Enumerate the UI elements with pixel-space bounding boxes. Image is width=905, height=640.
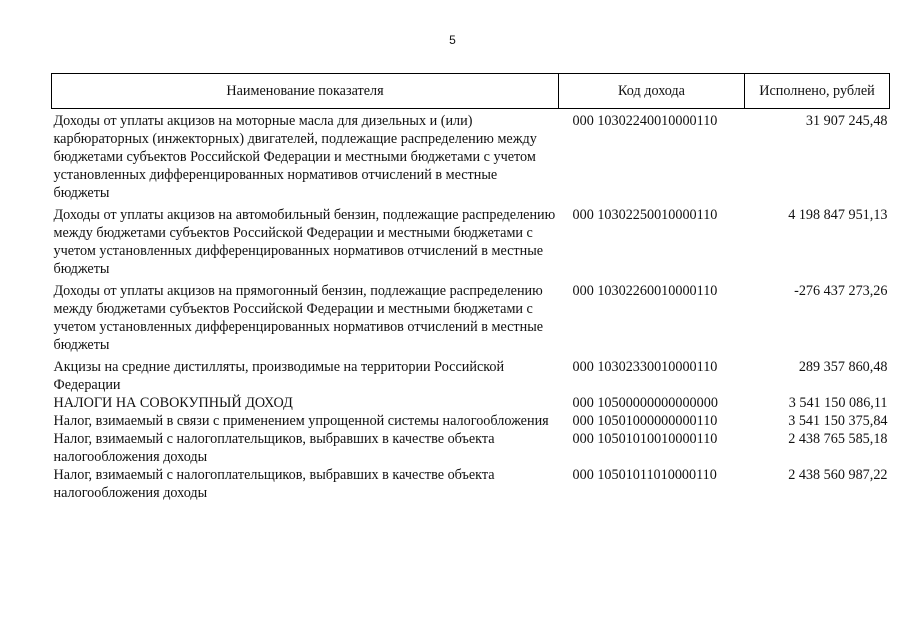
row-name: Налог, взимаемый с налогоплательщиков, выбравших в качестве объекта налогообложения доходы: [53, 431, 495, 465]
row-amount: 4 198 847 951,13: [788, 207, 888, 223]
row-amount: 2 438 560 987,22: [788, 467, 888, 483]
row-code: 000 10500000000000000: [572, 395, 718, 411]
row-amount: -276 437 273,26: [794, 283, 888, 299]
row-name: Акцизы на средние дистилляты, производимые на территории Российской Федерации: [53, 359, 505, 393]
row-name: Налог, взимаемый с налогоплательщиков, выбравших в качестве объекта налогообложения доходы: [53, 467, 495, 501]
table-row: [52, 282, 890, 358]
table-header-row: [52, 74, 890, 109]
row-name: Доходы от уплаты акцизов на прямогонный бензин, подлежащие распределению между бюджетами субъектов Российской Федерации и местными бюджетами с учетом установленных дифференцированных нормативов отчислений в местные бюджеты: [53, 283, 544, 353]
column-header-amount: Исполнено, рублей: [745, 74, 890, 109]
table-row: [52, 430, 890, 466]
revenue-table: [51, 73, 890, 502]
table-row: [52, 466, 890, 502]
table-row: [52, 412, 890, 430]
page-number: 5: [449, 33, 456, 47]
row-name: НАЛОГИ НА СОВОКУПНЫЙ ДОХОД: [53, 395, 293, 411]
row-amount: 2 438 765 585,18: [788, 431, 888, 447]
row-name: Налог, взимаемый в связи с применением упрощенной системы налогообложения: [53, 413, 549, 429]
table-row: [52, 206, 890, 282]
row-code: 000 10501010010000110: [572, 431, 718, 447]
column-header-code: Код дохода: [559, 74, 745, 109]
row-code: 000 10302240010000110: [572, 113, 718, 129]
table-row: [52, 358, 890, 394]
row-code: 000 10501011010000110: [572, 467, 717, 483]
row-code: 000 10302260010000110: [572, 283, 718, 299]
row-name: Доходы от уплаты акцизов на автомобильный бензин, подлежащие распределению между бюджетами субъектов Российской Федерации и местными бюджетами с учетом установленных дифференцированных нормативов отчислений в местные бюджеты: [53, 207, 556, 277]
column-header-name: Наименование показателя: [52, 74, 559, 109]
row-amount: 289 357 860,48: [798, 359, 888, 375]
row-amount: 3 541 150 086,11: [788, 395, 888, 411]
row-code: 000 10302250010000110: [572, 207, 718, 223]
row-amount: 3 541 150 375,84: [788, 413, 888, 429]
row-code: 000 10501000000000110: [572, 413, 718, 429]
table-row: [52, 394, 890, 412]
row-amount: 31 907 245,48: [805, 113, 888, 129]
table-row: [52, 109, 890, 207]
row-code: 000 10302330010000110: [572, 359, 718, 375]
row-name: Доходы от уплаты акцизов на моторные масла для дизельных и (или) карбюраторных (инжекторных) двигателей, подлежащие распределению между бюджетами субъектов Российской Федерации и местными бюджетами с учетом установленных дифференцированных нормативов отчислений в местные бюджеты: [53, 113, 537, 201]
